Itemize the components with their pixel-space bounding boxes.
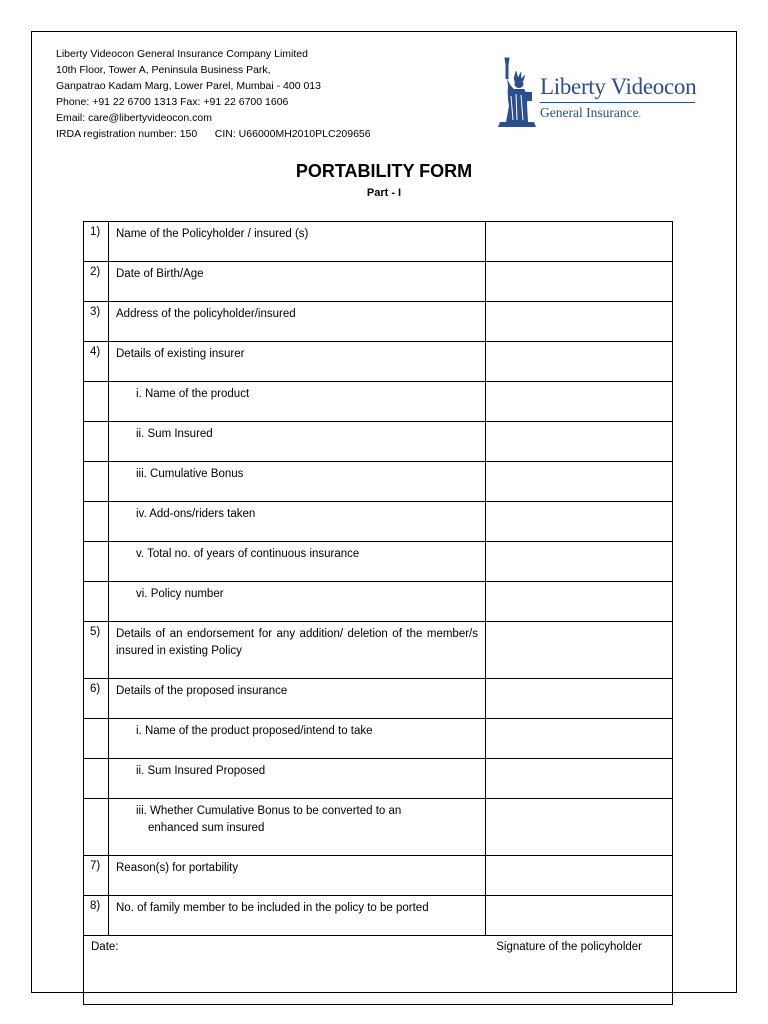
form-title: PORTABILITY FORM (295, 161, 473, 181)
form-row-8 (84, 896, 673, 936)
addons-riders-field[interactable] (486, 502, 673, 542)
registration-line (56, 126, 371, 142)
form-row-4-iii (84, 462, 673, 502)
company-name: Liberty Videocon General Insurance Company Limited (56, 48, 308, 60)
existing-insurer-field[interactable] (486, 342, 673, 382)
logo-brand-name: Liberty Videocon (540, 74, 697, 99)
row-label: Reason(s) for portability (109, 856, 486, 896)
row-label: Details of an endorsement for any addition/ deletion of the member/s insured in existing Policy (109, 622, 486, 679)
policy-number-field[interactable] (486, 582, 673, 622)
row-label: Details of the proposed insurance (109, 679, 486, 719)
row-label: Name of the Policyholder / insured (s) (109, 222, 486, 262)
row-label (109, 799, 486, 856)
footer-cell (84, 936, 673, 1005)
form-part-label: Part - I (366, 187, 402, 199)
logo-subtitle: General Insurance. (540, 105, 641, 120)
bonus-conversion-field[interactable] (486, 799, 673, 856)
row-label: iii. Cumulative Bonus (109, 462, 486, 502)
cin-number: CIN: U66000MH2010PLC209656 (214, 128, 371, 140)
row-label: Address of the policyholder/insured (109, 302, 486, 342)
irda-number: IRDA registration number: 150 (56, 128, 198, 140)
row-number: 5) (84, 622, 109, 679)
signature-label: Signature of the policyholder (496, 941, 642, 953)
row-label: Date of Birth/Age (109, 262, 486, 302)
row-number (84, 582, 109, 622)
address-line-2: Ganpatrao Kadam Marg, Lower Parel, Mumbai - 400 013 (56, 80, 321, 92)
proposed-sum-insured-field[interactable] (486, 759, 673, 799)
form-row-6 (84, 679, 673, 719)
form-row-4-ii (84, 422, 673, 462)
row-number: 4) (84, 342, 109, 382)
family-members-field[interactable] (486, 896, 673, 936)
row-label: v. Total no. of years of continuous insurance (109, 542, 486, 582)
row-label: No. of family member to be included in the policy to be ported (109, 896, 486, 936)
row-label: vi. Policy number (109, 582, 486, 622)
cumulative-bonus-field[interactable] (486, 462, 673, 502)
form-row-7 (84, 856, 673, 896)
proposed-insurance-field[interactable] (486, 679, 673, 719)
portability-reason-field[interactable] (486, 856, 673, 896)
form-row-4-i (84, 382, 673, 422)
form-row-4-iv (84, 502, 673, 542)
portability-form-table (83, 221, 673, 1005)
row-number (84, 422, 109, 462)
statue-of-liberty-icon (494, 56, 538, 128)
address-line-1: 10th Floor, Tower A, Peninsula Business Park, (56, 64, 271, 76)
form-row-5 (84, 622, 673, 679)
row-label-line-2: enhanced sum insured (148, 822, 265, 834)
row-label-line-1: iii. Whether Cumulative Bonus to be converted to an (136, 805, 402, 817)
row-number: 8) (84, 896, 109, 936)
form-row-4 (84, 342, 673, 382)
form-row-6-ii (84, 759, 673, 799)
row-label: Details of existing insurer (109, 342, 486, 382)
form-row-3 (84, 302, 673, 342)
form-row-6-iii (84, 799, 673, 856)
row-number (84, 462, 109, 502)
years-insurance-field[interactable] (486, 542, 673, 582)
row-label: ii. Sum Insured (109, 422, 486, 462)
logo-rule (540, 102, 695, 103)
email-line: Email: care@libertyvideocon.com (56, 112, 212, 124)
form-row-4-v (84, 542, 673, 582)
row-label: ii. Sum Insured Proposed (109, 759, 486, 799)
date-of-birth-field[interactable] (486, 262, 673, 302)
company-address-block (56, 46, 371, 142)
sum-insured-field[interactable] (486, 422, 673, 462)
proposed-product-field[interactable] (486, 719, 673, 759)
endorsement-field[interactable] (486, 622, 673, 679)
row-number (84, 799, 109, 856)
row-label: i. Name of the product (109, 382, 486, 422)
phone-fax-line: Phone: +91 22 6700 1313 Fax: +91 22 6700 1606 (56, 96, 289, 108)
row-number: 7) (84, 856, 109, 896)
row-number (84, 382, 109, 422)
policyholder-name-field[interactable] (486, 222, 673, 262)
row-number: 2) (84, 262, 109, 302)
form-row-1 (84, 222, 673, 262)
form-row-2 (84, 262, 673, 302)
address-field[interactable] (486, 302, 673, 342)
row-number: 1) (84, 222, 109, 262)
product-name-field[interactable] (486, 382, 673, 422)
row-number (84, 502, 109, 542)
form-footer-row (84, 936, 673, 1005)
form-row-6-i (84, 719, 673, 759)
row-number (84, 719, 109, 759)
form-row-4-vi (84, 582, 673, 622)
row-number (84, 542, 109, 582)
row-number: 6) (84, 679, 109, 719)
date-label: Date: (91, 941, 119, 953)
company-logo (494, 56, 709, 128)
row-number: 3) (84, 302, 109, 342)
row-label: iv. Add-ons/riders taken (109, 502, 486, 542)
row-number (84, 759, 109, 799)
row-label: i. Name of the product proposed/intend to take (109, 719, 486, 759)
